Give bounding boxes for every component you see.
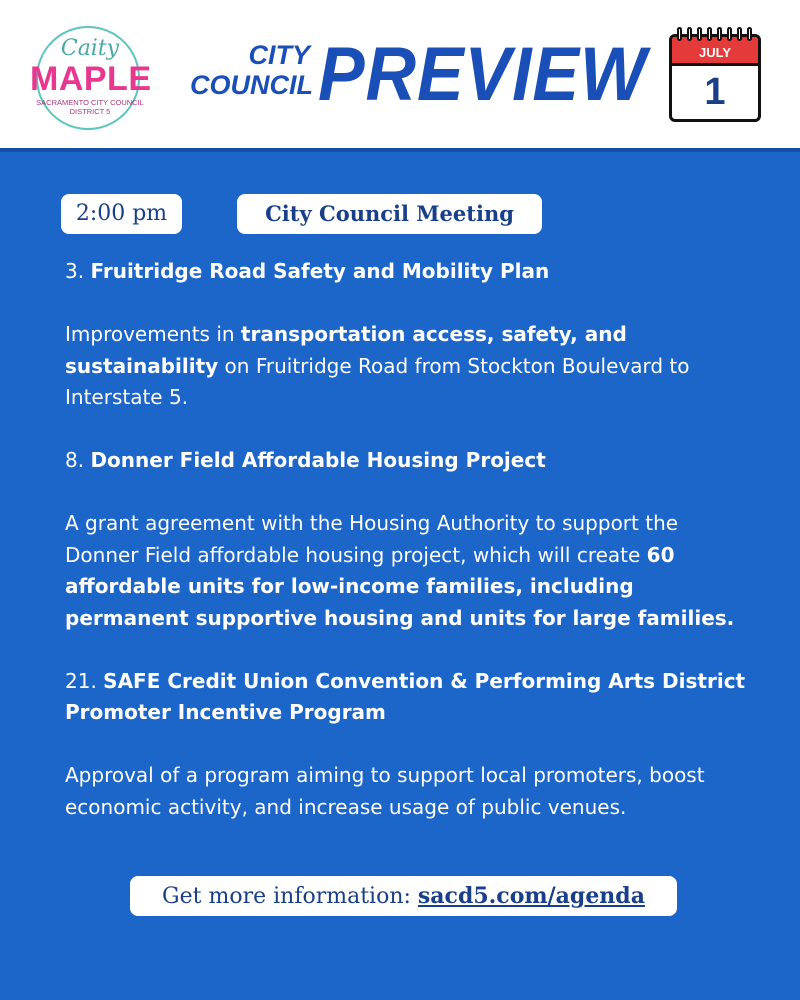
more-info-badge (130, 876, 677, 916)
logo-script-name: Caity (60, 36, 120, 61)
agenda-item-title: Fruitridge Road Safety and Mobility Plan (90, 259, 550, 283)
agenda-item-description (65, 508, 755, 634)
meeting-title-badge: City Council Meeting (237, 194, 542, 234)
calendar-icon (669, 34, 761, 122)
agenda-item-number: 3. (65, 259, 85, 283)
calendar-ring (737, 27, 742, 41)
caity-maple-logo (30, 24, 150, 134)
agenda-item-description (65, 319, 755, 414)
calendar-ring (687, 27, 692, 41)
calendar-rings (669, 27, 761, 43)
description-text: A grant agreement with the Housing Authority to support the Donner Field affordable housing project, which will create (65, 511, 679, 567)
calendar-ring (747, 27, 752, 41)
title-city-council (190, 40, 313, 100)
title-council: COUNCIL (190, 70, 313, 100)
description-highlight: 60 affordable units for low-income families, including permanent supportive housing and units for large families. (65, 542, 735, 630)
logo-name: MAPLE (30, 60, 152, 98)
logo-subtitle (30, 98, 150, 116)
agenda-item-heading (65, 256, 755, 288)
agenda-item-number: 21. (65, 668, 97, 693)
meeting-time-badge: 2:00 pm (61, 194, 182, 234)
calendar-ring (707, 27, 712, 41)
description-text: Improvements in (65, 322, 241, 346)
agenda-item-title: SAFE Credit Union Convention & Performing Arts District Promoter Incentive Program (65, 668, 746, 724)
agenda-link[interactable]: sacd5.com/agenda (417, 883, 645, 909)
more-info-label: Get more information: (162, 884, 418, 909)
header-bar (0, 0, 800, 152)
agenda-content (65, 256, 755, 823)
title-preview: PREVIEW (318, 32, 647, 117)
calendar-ring (717, 27, 722, 41)
calendar-day: 1 (704, 71, 726, 113)
title-city: CITY (248, 40, 310, 70)
agenda-item-heading (65, 666, 755, 729)
agenda-item-heading (65, 445, 755, 477)
calendar-ring (697, 27, 702, 41)
calendar-ring (727, 27, 732, 41)
logo-subtitle-line1: SACRAMENTO CITY COUNCIL (36, 98, 144, 107)
description-text: Approval of a program aiming to support local promoters, boost economic activity, and increase usage of public venues. (65, 763, 705, 819)
agenda-item-title: Donner Field Affordable Housing Project (90, 448, 546, 472)
calendar-ring (677, 27, 682, 41)
description-highlight: transportation access, safety, and sustainability (65, 322, 627, 378)
agenda-item-number: 8. (65, 448, 85, 472)
agenda-item-description (65, 760, 755, 823)
logo-subtitle-line2: DISTRICT 5 (69, 107, 111, 116)
description-text: on Fruitridge Road from Stockton Boulevard to Interstate 5. (65, 353, 690, 409)
calendar-month: JULY (698, 45, 732, 60)
